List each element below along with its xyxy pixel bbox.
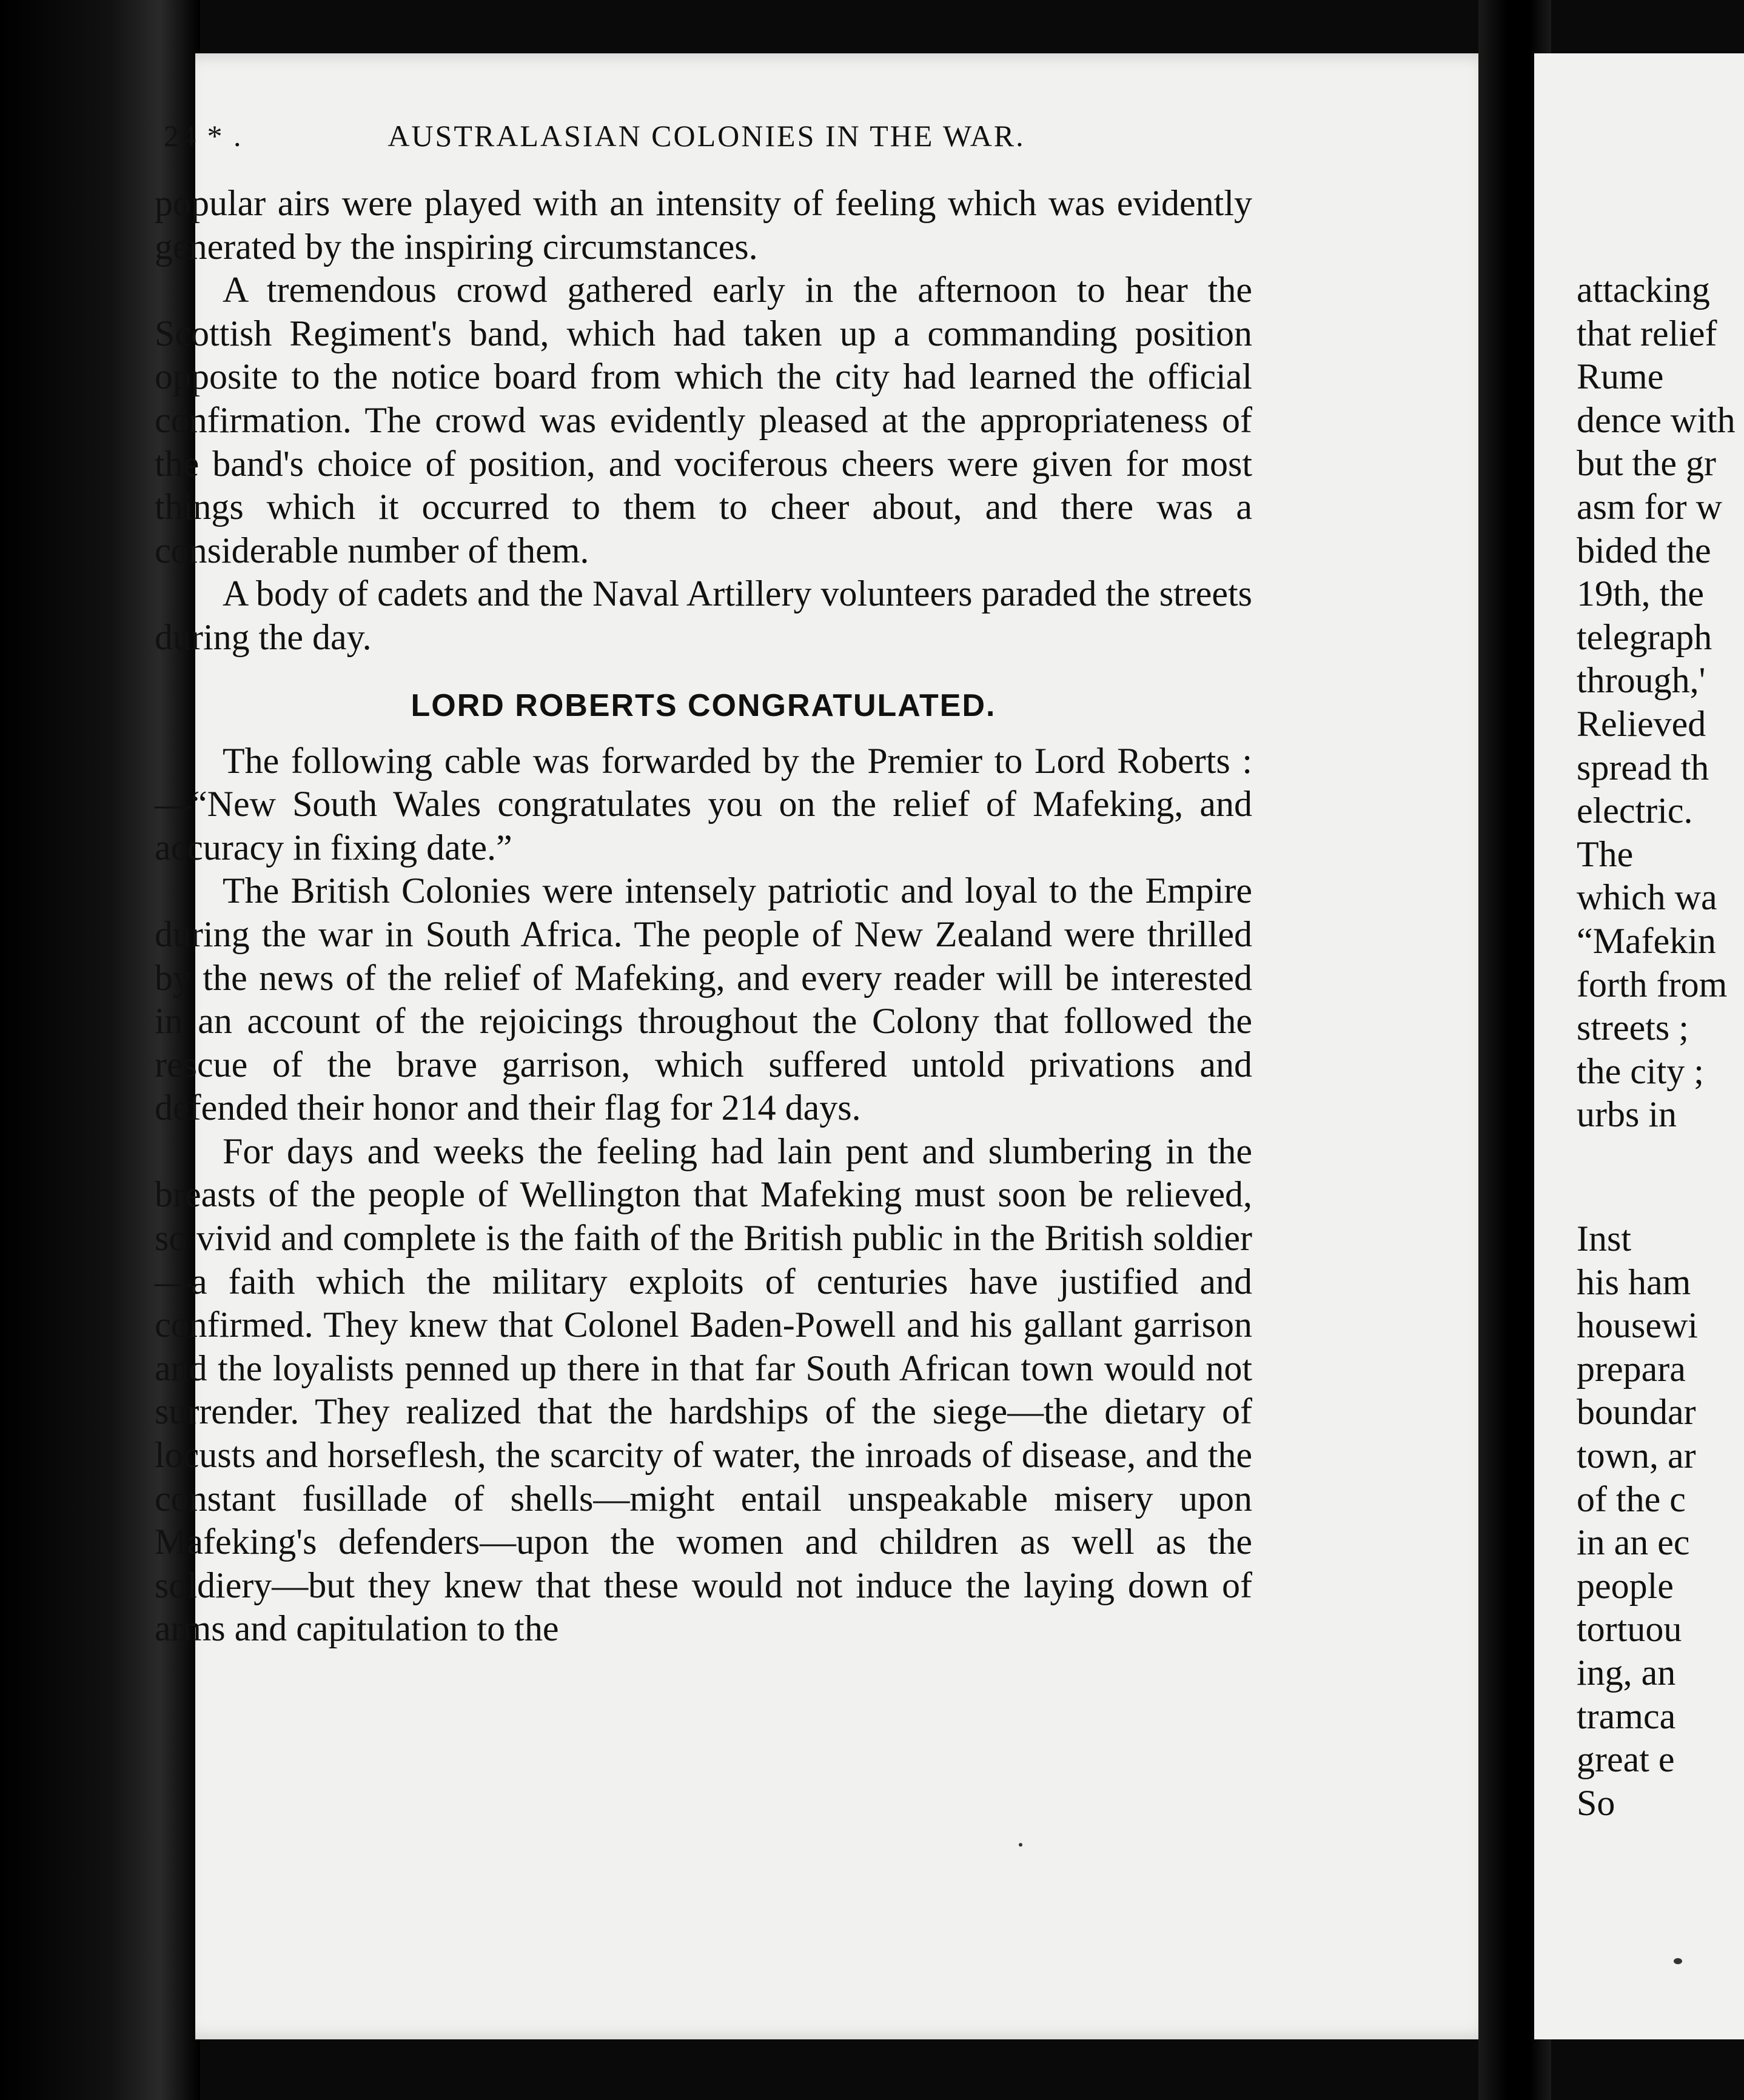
facing-page-line: of the c bbox=[1577, 1479, 1686, 1519]
facing-page-line: asm for w bbox=[1577, 486, 1722, 527]
scan-speck bbox=[1019, 1843, 1022, 1847]
facing-page-fragment-bottom bbox=[1577, 1217, 1744, 1825]
facing-page-line: attacking bbox=[1577, 270, 1710, 310]
facing-page-line: tramca bbox=[1577, 1696, 1676, 1736]
facing-page-line: but the gr bbox=[1577, 443, 1716, 484]
facing-page-line: telegraph bbox=[1577, 617, 1712, 657]
facing-page-line: prepara bbox=[1577, 1348, 1686, 1389]
section-heading: LORD ROBERTS CONGRATULATED. bbox=[411, 687, 996, 723]
paragraph: popular airs were played with an intensity of feeling which was evidently generated by the inspiring circumstances. bbox=[155, 183, 1252, 267]
facing-page-line: the city ; bbox=[1577, 1051, 1704, 1091]
facing-page-line: ing, an bbox=[1577, 1652, 1676, 1693]
paragraph: For days and weeks the feeling had lain pent and slumbering in the breasts of the people of Wellington that Mafeking must soon be relieved, so vivid and complete is the faith of the British public in the British soldier—a faith which the military exploits of centuries have justified and confirmed. They knew that Colonel Baden-Powell and his gallant garrison and the loyalists penned up there in that far South African town would not surrender. They realized that the hardships of the siege—the dietary of locusts and horseflesh, the scarcity of water, the inroads of disease, and the constant fusillade of shells—might entail unspeakable misery upon Mafeking's defenders—upon the women and children as well as the soldiery—but they knew that these would not induce the laying down of arms and capitulation to the bbox=[155, 1131, 1252, 1649]
page-number: 24 * . bbox=[164, 119, 243, 153]
running-title: AUSTRALASIAN COLONIES IN THE WAR. bbox=[387, 119, 1025, 153]
facing-page-line: So bbox=[1577, 1782, 1615, 1823]
facing-page-line: that relief bbox=[1577, 313, 1717, 353]
right-page bbox=[1534, 53, 1744, 2039]
facing-page-line: Relieved bbox=[1577, 703, 1706, 744]
paragraph: A body of cadets and the Naval Artillery volunteers paraded the streets during the day. bbox=[155, 573, 1252, 657]
facing-page-line: people bbox=[1577, 1565, 1674, 1606]
facing-page-line: streets ; bbox=[1577, 1008, 1689, 1048]
facing-page-line: Rume bbox=[1577, 356, 1664, 397]
facing-page-line: dence with bbox=[1577, 400, 1736, 440]
facing-page-line: spread th bbox=[1577, 747, 1709, 787]
facing-page-line: urbs in bbox=[1577, 1094, 1677, 1135]
facing-page-line: Inst bbox=[1577, 1219, 1631, 1259]
facing-page-line: his ham bbox=[1577, 1262, 1691, 1302]
facing-page-line: tortuou bbox=[1577, 1609, 1682, 1650]
facing-page-line: boundar bbox=[1577, 1392, 1696, 1433]
facing-page-line: forth from bbox=[1577, 964, 1728, 1005]
paragraph: The following cable was forwarded by the Premier to Lord Roberts :—“New South Wales congratulates you on the relief of Mafeking, and accuracy in fixing date.” bbox=[155, 740, 1252, 868]
running-header bbox=[164, 118, 1249, 167]
page-body bbox=[155, 182, 1252, 1651]
facing-page-fragment-top bbox=[1577, 269, 1744, 1137]
paragraph: A tremendous crowd gathered early in the afternoon to hear the Scottish Regiment's band, which had taken up a commanding position opposite to the notice board from which the city had learned the official confirmation. The crowd was evidently pleased at the appropriateness of the band's choice of position, and vociferous cheers were given for most things which it occurred to them to cheer about, and there was a considerable number of them. bbox=[155, 270, 1252, 570]
scan-speck bbox=[1674, 1958, 1682, 1964]
facing-page-line: “Mafekin bbox=[1577, 920, 1716, 961]
facing-page-line: housewi bbox=[1577, 1305, 1698, 1346]
facing-page-line: great e bbox=[1577, 1739, 1675, 1780]
facing-page-line: which wa bbox=[1577, 877, 1717, 918]
facing-page-line: The bbox=[1577, 834, 1634, 874]
facing-page-line: town, ar bbox=[1577, 1435, 1696, 1476]
paragraph: The British Colonies were intensely patriotic and loyal to the Empire during the war in South Africa. The people of New Zealand were thrilled by the news of the relief of Mafeking, and every reader will be interested in an account of the rejoicings throughout the Colony that followed the rescue of the brave garrison, which suffered untold privations and defended their honor and their flag for 214 days. bbox=[155, 871, 1252, 1128]
facing-page-line: electric. bbox=[1577, 791, 1693, 831]
facing-page-line: bided the bbox=[1577, 530, 1711, 570]
facing-page-line: through,' bbox=[1577, 660, 1706, 701]
facing-page-line: 19th, the bbox=[1577, 573, 1704, 614]
facing-page-line: in an ec bbox=[1577, 1522, 1690, 1563]
